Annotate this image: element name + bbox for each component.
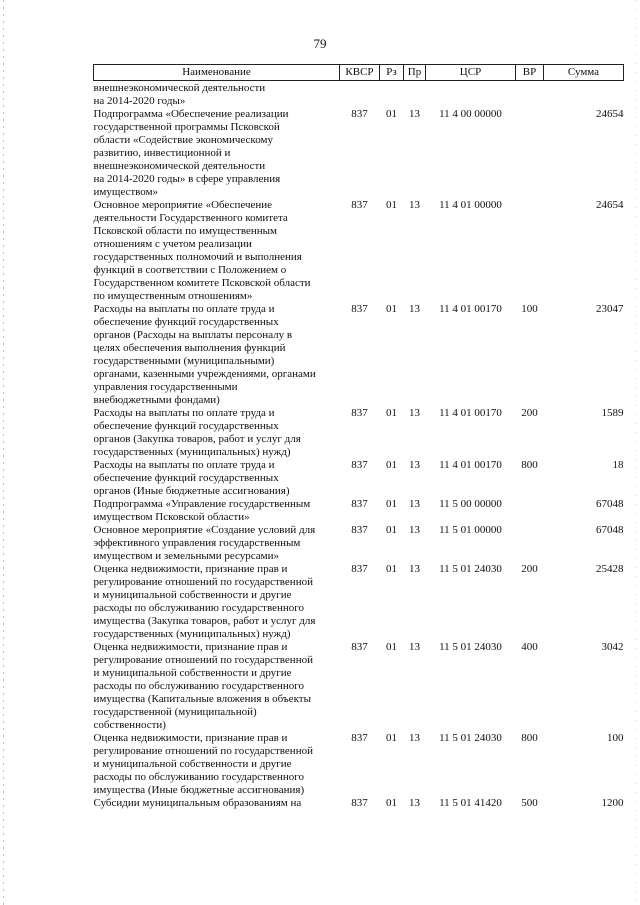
row-csr-cell: 11 4 00 00000 [439,108,502,120]
header-sum: Сумма [544,65,624,81]
row-pr-cell: 13 [409,108,420,120]
header-name: Наименование [94,65,340,81]
row-vr-cell [516,498,544,524]
row-kvsr-cell: 837 [351,732,368,744]
table-row [94,641,624,732]
row-sum-cell: 24654 [596,108,624,120]
row-pr-cell: 13 [409,459,420,471]
table-body [94,81,624,811]
row-kvsr-cell: 837 [351,797,368,809]
row-sum-cell: 3042 [601,641,624,653]
row-rz-cell: 01 [386,199,397,211]
row-csr-cell: 11 4 01 00170 [439,459,502,471]
row-vr-cell: 100 [521,303,538,315]
row-name-cell: Подпрограмма «Управление государственным имуществом Псковской области» [93,498,311,523]
table-row [94,459,624,498]
table-row [94,303,624,407]
row-vr-cell [516,81,544,109]
row-kvsr-cell: 837 [351,303,368,315]
row-csr-cell: 11 5 01 24030 [439,563,502,575]
table-row [94,108,624,199]
row-sum-cell: 67048 [596,524,624,536]
row-kvsr-cell: 837 [351,563,368,575]
row-sum-cell: 67048 [596,498,624,510]
row-pr-cell: 13 [409,407,420,419]
row-name-cell: Основное мероприятие «Создание условий для эффективного управления государственным имуществом и земельными ресурсами» [93,524,316,562]
row-rz-cell: 01 [386,108,397,120]
header-pr: Пр [404,65,426,81]
row-rz-cell: 01 [386,498,397,510]
row-vr-cell: 500 [521,797,538,809]
header-rz: Рз [380,65,404,81]
row-csr-cell: 11 4 01 00170 [439,303,502,315]
row-csr-cell: 11 4 01 00000 [439,199,502,211]
row-csr-cell: 11 5 01 41420 [439,797,502,809]
row-vr-cell [516,108,544,199]
row-vr-cell: 400 [521,641,538,653]
row-name-cell: Расходы на выплаты по оплате труда и обеспечение функций государственных органов (Расходы на выплаты персоналу в целях обеспечения выполнения функций государственными (муниципальными) органами, казенными учреждениями, органами управления государственными внебюджетными фондами) [93,303,316,406]
row-rz-cell: 01 [386,459,397,471]
scan-edge-left [3,0,4,905]
row-rz-cell: 01 [386,303,397,315]
row-sum-cell: 25428 [596,563,624,575]
row-pr-cell: 13 [409,641,420,653]
row-csr-cell [426,81,516,109]
row-rz-cell: 01 [386,563,397,575]
row-name-cell: Расходы на выплаты по оплате труда и обеспечение функций государственных органов (Иные бюджетные ассигнования) [93,459,290,497]
row-sum-cell: 18 [612,459,624,471]
table-row [94,732,624,797]
row-name-cell: Расходы на выплаты по оплате труда и обеспечение функций государственных органов (Закупка товаров, работ и услуг для государственных (муниципальных) нужд) [93,407,301,458]
row-kvsr-cell: 837 [351,407,368,419]
row-rz-cell: 01 [386,732,397,744]
budget-table [93,64,624,810]
table-row [94,797,624,810]
row-vr-cell: 800 [521,732,538,744]
table-row [94,81,624,109]
scan-edge-right [635,0,636,905]
row-rz-cell: 01 [386,641,397,653]
row-csr-cell: 11 5 01 00000 [439,524,502,536]
header-vr: ВР [516,65,544,81]
row-kvsr-cell: 837 [351,199,368,211]
row-sum-cell: 1589 [601,407,624,419]
row-pr-cell [404,81,426,109]
row-pr-cell: 13 [409,498,420,510]
row-kvsr-cell: 837 [351,524,368,536]
row-sum-cell: 1200 [601,797,624,809]
row-pr-cell: 13 [409,563,420,575]
row-sum-cell: 100 [607,732,624,744]
row-pr-cell: 13 [409,199,420,211]
row-vr-cell [516,524,544,563]
row-pr-cell: 13 [409,797,420,809]
row-name-cell: Оценка недвижимости, признание прав и регулирование отношений по государственной и муниципальной собственности и другие расходы по обслуживанию государственного имущества (Закупка товаров, работ и услуг для государственных (муниципальных) нужд) [93,563,316,640]
row-kvsr-cell: 837 [351,459,368,471]
row-csr-cell: 11 5 00 00000 [439,498,502,510]
row-pr-cell: 13 [409,732,420,744]
row-name-cell: Оценка недвижимости, признание прав и регулирование отношений по государственной и муниципальной собственности и другие расходы по обслуживанию государственного имущества (Капитальные вложения в объекты государственной (муниципальной) собственности) [93,641,313,731]
table-header-row [94,65,624,81]
row-name-cell: Основное мероприятие «Обеспечение деятельности Государственного комитета Псковской области по имущественным отношениям с учетом реализации государственных полномочий и выполнения функций в соответствии с Положением о Государственном комитете Псковской области по имущественным отношениям» [93,199,311,302]
table-row [94,199,624,303]
table-row [94,563,624,641]
row-rz-cell: 01 [386,524,397,536]
row-csr-cell: 11 5 01 24030 [439,641,502,653]
page-number: 79 [313,36,327,51]
row-vr-cell [516,199,544,303]
row-csr-cell: 11 5 01 24030 [439,732,502,744]
row-name-cell: Субсидии муниципальным образованиям на [93,797,302,809]
row-vr-cell: 200 [521,407,538,419]
table-row [94,524,624,563]
row-pr-cell: 13 [409,524,420,536]
row-rz-cell [380,81,404,109]
row-kvsr-cell: 837 [351,641,368,653]
row-sum-cell: 24654 [596,199,624,211]
table-row [94,407,624,459]
row-sum-cell [544,81,624,109]
row-name-cell: Подпрограмма «Обеспечение реализации государственной программы Псковской области «Содействие экономическому развитию, инвестиционной и внешнеэкономической деятельности на 2014-2020 годы» в сфере управления имуществом» [93,108,289,198]
row-csr-cell: 11 4 01 00170 [439,407,502,419]
row-kvsr-cell: 837 [351,108,368,120]
row-rz-cell: 01 [386,407,397,419]
row-name-cell: внешнеэкономической деятельности на 2014-2020 годы» [93,82,266,107]
row-kvsr-cell: 837 [351,498,368,510]
header-csr: ЦСР [426,65,516,81]
row-vr-cell: 800 [521,459,538,471]
header-kvsr: КВСР [340,65,380,81]
row-rz-cell: 01 [386,797,397,809]
row-vr-cell: 200 [521,563,538,575]
row-kvsr-cell [340,81,380,109]
table-row [94,498,624,524]
row-sum-cell: 23047 [596,303,624,315]
row-pr-cell: 13 [409,303,420,315]
row-name-cell: Оценка недвижимости, признание прав и регулирование отношений по государственной и муниципальной собственности и другие расходы по обслуживанию государственного имущества (Иные бюджетные ассигнования) [93,732,313,796]
